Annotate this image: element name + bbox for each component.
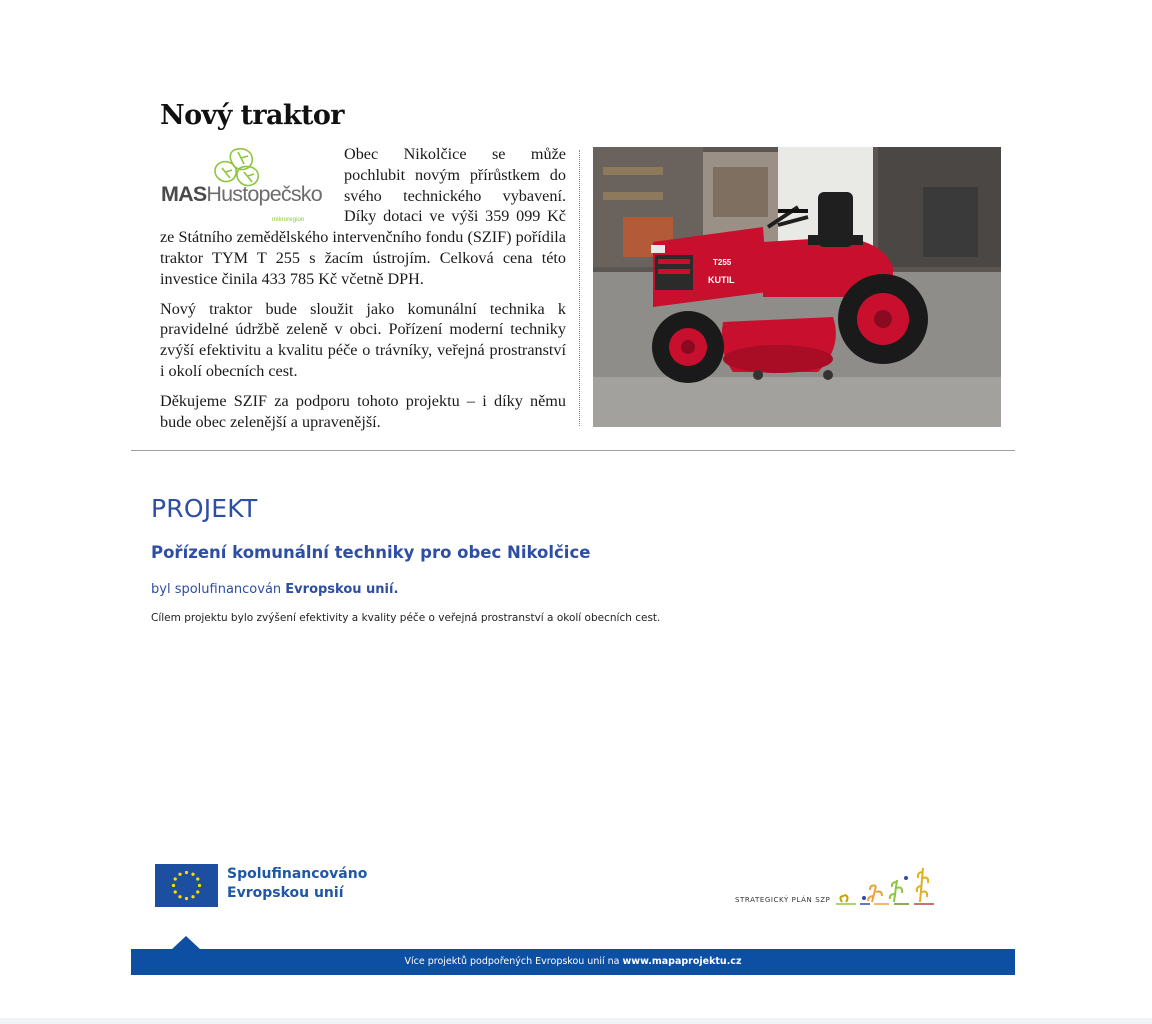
logo-wordmark <box>161 184 322 205</box>
article-paragraph: Nový traktor bude sloužit jako komunální technika k pravidelné údržbě zeleně v obci. Pořízení moderní techniky zvýší efektivitu a kvalitu péče o trávníky, veřejná prostranství i okolí obecních cest. <box>160 299 566 380</box>
tractor-badge-label: KUTIL <box>708 275 735 285</box>
tractor-model-label: T255 <box>713 258 732 267</box>
eu-cofinanced-label <box>227 865 367 903</box>
bottom-strip <box>0 1018 1152 1024</box>
tractor-illustration <box>593 147 1001 427</box>
column-divider <box>579 150 580 426</box>
eu-star <box>185 871 188 874</box>
eu-star <box>178 895 181 898</box>
strategic-plan-label: STRATEGICKÝ PLÁN SZP <box>735 896 831 904</box>
footer-tab <box>171 936 201 950</box>
article-paragraph: Děkujeme SZIF za podporu tohoto projektu – i díky němu bude obec zelenější a upravenější. <box>160 391 566 431</box>
cofinanced-prefix: byl spolufinancován <box>151 582 286 597</box>
mas-hustopecsko-logo <box>160 146 336 226</box>
eu-star <box>196 890 199 893</box>
eu-star <box>174 877 177 880</box>
project-title: Pořízení komunální techniky pro obec Nikolčice <box>151 543 591 562</box>
tractor-photo <box>593 147 1001 427</box>
logo-mas-text: MAS <box>161 182 207 206</box>
eu-star <box>172 884 175 887</box>
eu-star <box>174 890 177 893</box>
logo-subtitle: mikroregion <box>272 216 305 223</box>
eu-star <box>198 884 201 887</box>
eu-line-2: Evropskou unií <box>227 885 344 901</box>
eu-star <box>191 895 194 898</box>
eu-star <box>178 873 181 876</box>
logo-name-text: Hustopečsko <box>206 182 322 206</box>
project-goal: Cílem projektu bylo zvýšení efektivity a kvality péče o veřejná prostranství a okolí obecních cest. <box>151 612 661 624</box>
article-headline: Nový traktor <box>160 100 344 131</box>
eu-line-1: Spolufinancováno <box>227 866 368 882</box>
footer-bar <box>131 949 1015 975</box>
footer-link[interactable]: www.mapaprojektu.cz <box>622 956 742 967</box>
plants-icon <box>834 864 938 908</box>
project-heading: PROJEKT <box>151 494 258 523</box>
cofinanced-eu: Evropskou unií. <box>285 582 399 597</box>
footer-text: Více projektů podpořených Evropskou unií na <box>404 956 623 967</box>
project-cofinanced <box>151 582 398 597</box>
article-text-column <box>160 144 566 441</box>
eu-star <box>191 873 194 876</box>
article-bottom-rule <box>131 450 1015 451</box>
eu-flag-icon <box>155 864 218 907</box>
eu-star <box>196 877 199 880</box>
eu-star <box>185 897 188 900</box>
article-paragraph: Obec Nikolčice se může pochlubit novým přírůstkem do svého technického vybavení. Díky dotaci ve výši 359 099 Kč ze Státního zemědělského intervenčního fondu (SZIF) pořídila traktor TYM T 255 s žacím ústrojím. Celková cena této investice činila 433 785 Kč včetně DPH. <box>160 145 566 288</box>
